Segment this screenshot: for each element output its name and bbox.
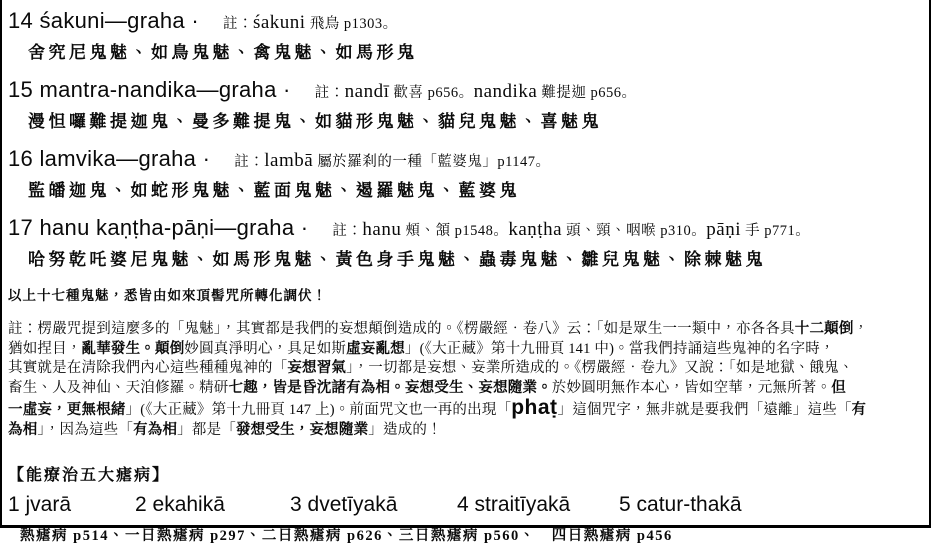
entry-note: 註：śakuni 飛鳥 p1303。 [222,12,398,33]
entry-gloss: 監皤迦鬼、如蛇形鬼魅、藍面鬼魅、遏羅魅鬼、藍婆鬼 [28,181,520,200]
entry-14 [8,8,930,63]
entry-head [8,77,930,103]
entry-gloss: 舍究尼鬼魅、如鳥鬼魅、禽鬼魅、如馬形鬼 [28,43,418,62]
entry-16 [8,146,930,201]
commentary-line: 註：楞嚴咒提到這麼多的「鬼魅」，其實都是我們的妄想顛倒造成的。《楞嚴經‧卷八》云：「如是眾生一一類中，亦各各具十二顛倒， [8,321,869,337]
commentary-line: 一虛妄，更無根緒」(《大正藏》第十九冊頁 147 上)。前面咒文也一再的出現「phaṭ」這個咒字，無非就是要我們「遠離」這些「有 [8,396,867,419]
entry-head [8,146,930,172]
entry-note: 註：nandī 歡喜 p656。nandika 難提迦 p656。 [314,81,637,102]
fever-item: 5 catur-thakā [619,493,742,516]
fever-item: 3 dvetīyakā [290,493,398,516]
fever-item: 2 ekahikā [135,493,225,516]
fever-item: 4 straitīyakā [457,493,571,516]
fever-glosses: 熱瘧病 p514、一日熱瘧病 p297、二日熱瘧病 p626、三日熱瘧病 p560、 四日熱瘧病 p456 [20,528,673,544]
commentary-line: 其實就是在清除我們內心這些種種鬼神的「妄想習氣」，一切都是妄想、妄業所造成的。《楞嚴經‧卷九》又說：「如是地獄、餓鬼、 [8,360,854,376]
fever-section-heading: 【能療治五大瘧病】 [8,467,171,484]
entry-term: 15 mantra-nandika—graha · [8,77,291,102]
entry-term: 17 hanu kaṇṭha-pāṇi—graha · [8,215,309,240]
entry-head [8,215,930,241]
entry-head [8,8,930,34]
entry-term: 16 lamvika—graha · [8,146,211,171]
commentary-line: 畜生、人及神仙、天洎修羅。精研七趣，皆是昏沈諸有為相。妄想受生、妄想隨業。於妙圓明無作本心，皆如空華，元無所著。但 [8,379,846,396]
fever-items-row [8,493,930,517]
summary-line: 以上十七種鬼魅，悉皆由如來頂髻咒所轉化調伏！ [8,288,327,303]
entry-gloss: 漫怛囉難提迦鬼、曼多難提鬼、如貓形鬼魅、貓兒鬼魅、喜魅鬼 [28,112,602,131]
entry-note: 註：lambā 屬於羅刹的一種「藍婆鬼」p1147。 [234,150,551,171]
commentary-line: 為相」，因為這些「有為相」都是「發想受生，妄想隨業」造成的！ [8,421,442,438]
entry-gloss: 哈努乾吒婆尼鬼魅、如馬形鬼魅、黃色身手鬼魅、蟲毒鬼魅、雛兒鬼魅、除棘魅鬼 [28,250,766,269]
entry-17 [8,215,930,270]
entry-term: 14 śakuni—graha · [8,8,199,33]
fever-item: 1 jvarā [8,493,72,516]
entry-note: 註：hanu 頰、頷 p1548。kaṇṭha 頭、頸、咽喉 p310。pāṇi 手 p771。 [332,219,811,240]
commentary-line: 猶如捏目，亂華發生。顛倒妙圓真淨明心，具足如斯虛妄亂想」(《大正藏》第十九冊頁 141 中)。當我們持誦這些鬼神的名字時， [8,340,835,357]
fever-section [8,462,930,545]
commentary-paragraph [8,320,930,440]
entry-15 [8,77,930,132]
